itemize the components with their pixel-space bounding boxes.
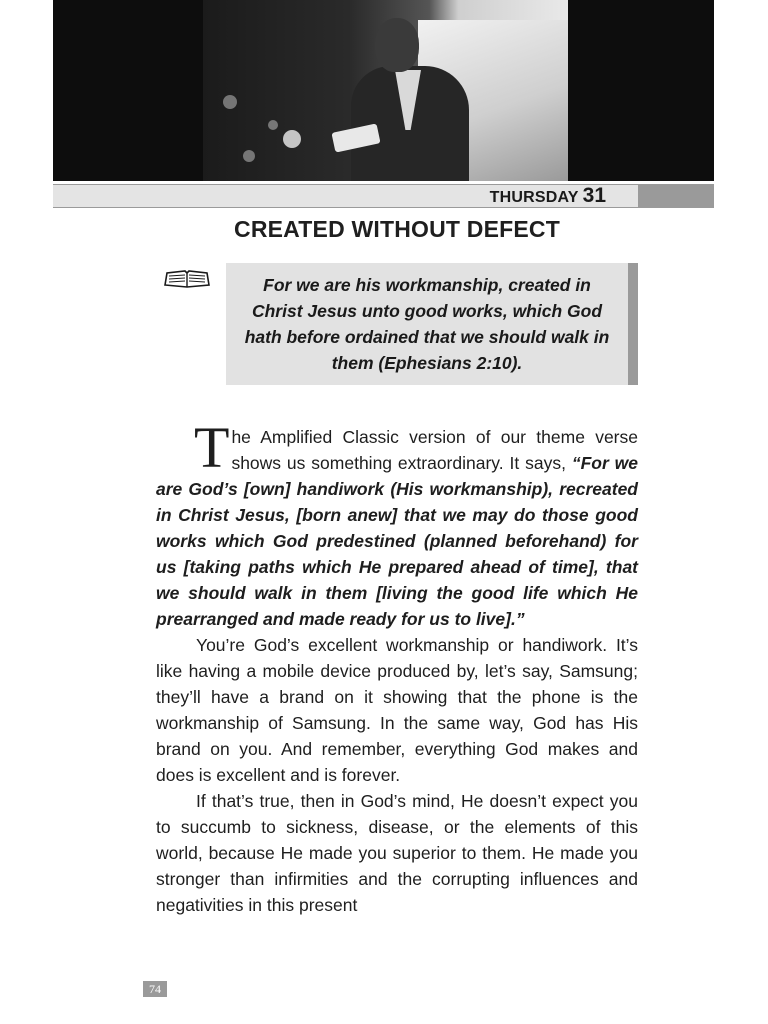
speaker-head bbox=[375, 18, 419, 72]
paragraph-1-intro: he Amplified Classic version of our theme verse shows us something extraordinary. It says, bbox=[231, 427, 638, 473]
paragraph-2: You’re God’s excellent workmanship or handiwork. It’s like having a mobile device produced by, let’s say, Samsung; they’ll have a brand on it showing that the phone is the workmanship of Samsung. In the same way, God has His brand on you. And remember, everything God makes and does is excellent and is forever. bbox=[156, 635, 638, 785]
stage-light bbox=[283, 130, 301, 148]
stage-light bbox=[268, 120, 278, 130]
article-body bbox=[156, 415, 638, 918]
day-number: 31 bbox=[582, 184, 606, 207]
scripture-box bbox=[226, 263, 638, 385]
paragraph-1 bbox=[156, 415, 638, 632]
weekday-label: THURSDAY bbox=[489, 189, 579, 206]
open-book-icon bbox=[163, 267, 211, 289]
stage-light bbox=[223, 95, 237, 109]
amplified-quote: “For we are God’s [own] handiwork (His workmanship), recreated in Christ Jesus, [born anew] that we may do those good works which God predestined (planned beforehand) for us [taking paths which He prepared ahead of time], that we should walk in them [living the good life which He prearranged and made ready for us to live].” bbox=[156, 453, 638, 629]
page-title: CREATED WITHOUT DEFECT bbox=[234, 216, 560, 242]
drop-cap: T bbox=[194, 415, 230, 480]
paragraph-3: If that’s true, then in God’s mind, He doesn’t expect you to succumb to sickness, disease, or the elements of this world, because He made you superior to them. He made you stronger than infirmities and the corrupting influences and negativities in this present bbox=[156, 791, 638, 915]
stage-light bbox=[243, 150, 255, 162]
date-label bbox=[490, 185, 606, 209]
date-bar-accent bbox=[638, 185, 714, 207]
scripture-text: For we are his workmanship, created in Christ Jesus unto good works, which God hath before ordained that we should walk in them (Ephesians 2:10). bbox=[244, 275, 610, 373]
date-bar bbox=[53, 184, 714, 208]
page-number: 74 bbox=[143, 981, 167, 997]
header-photo bbox=[53, 0, 714, 181]
